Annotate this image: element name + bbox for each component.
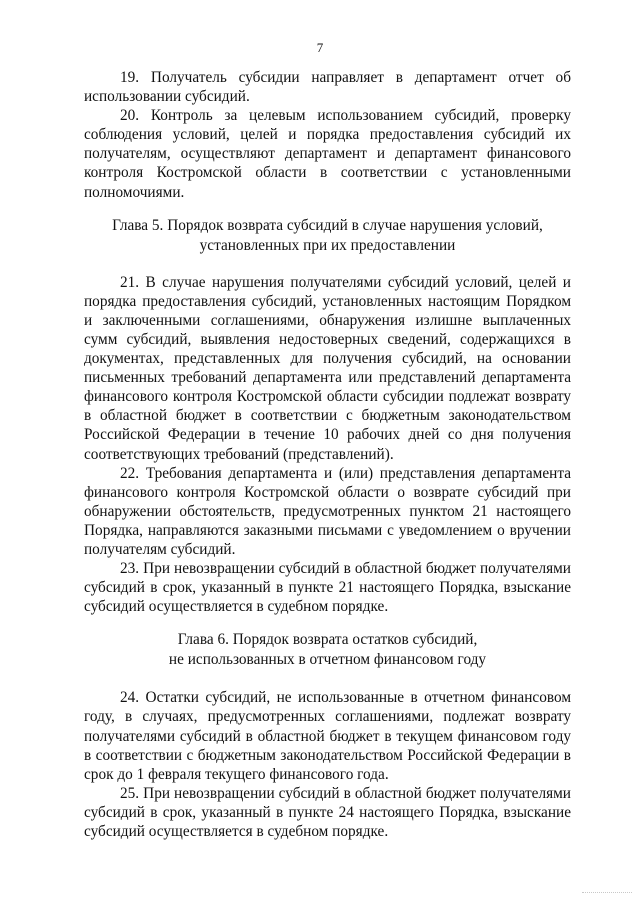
chapter-6-heading [84, 630, 571, 670]
paragraph-20: 20. Контроль за целевым использованием субсидий, проверку соблюдения условий, целей и порядка предоставления субсидий их получателям, осуществляют департамент и департамент финансового контроля Костромской области в соответствии с установленными полномочиями. [84, 107, 571, 201]
chapter-6-title-line-2: не использованных в отчетном финансовом году [168, 651, 487, 669]
scan-edge-mark [582, 892, 632, 899]
chapter-5-title-line-2: установленных при их предоставлении [199, 236, 456, 254]
paragraph-21: 21. В случае нарушения получателями субсидий условий, целей и порядка предоставления субсидий, установленных настоящим Порядком и заключенными соглашениями, обнаружения излишне выплаченных сумм субсидий, выявления недостоверных сведений, содержащихся в документах, представленных для получения субсидий, на основании письменных требований департамента или представлений департамента финансового контроля Костромской области субсидии подлежат возврату в областной бюджет в соответствии с бюджетным законодательством Российской Федерации в течение 10 рабочих дней со дня получения соответствующих требований (представлений). [84, 273, 571, 463]
chapter-5-title-line-1: Глава 5. Порядок возврата субсидий в случае нарушения условий, [112, 216, 543, 234]
page-number: 7 [316, 40, 324, 55]
paragraph-25: 25. При невозвращении субсидий в областной бюджет получателями субсидий в срок, указанный в пункте 24 настоящего Порядка, взыскание субсидий осуществляется в судебном порядке. [84, 784, 571, 840]
paragraph-19: 19. Получатель субсидии направляет в департамент отчет об использовании субсидий. [84, 69, 571, 106]
chapter-6-title-line-1: Глава 6. Порядок возврата остатков субсидий, [177, 631, 478, 649]
document-body [84, 68, 571, 841]
chapter-5-heading [84, 216, 571, 256]
paragraph-24: 24. Остатки субсидий, не использованные в отчетном финансовом году, в случаях, предусмотренных соглашениями, подлежат возврату получателями субсидий в областной бюджет в текущем финансовом году в соответствии с бюджетным законодательством Российской Федерации в срок до 1 февраля текущего финансового года. [84, 689, 571, 783]
paragraph-23: 23. При невозвращении субсидий в областной бюджет получателями субсидий в срок, указанный в пункте 21 настоящего Порядка, взыскание субсидий осуществляется в судебном порядке. [84, 560, 571, 616]
paragraph-22: 22. Требования департамента и (или) представления департамента финансового контроля Костромской области о возврате субсидий при обнаружении обстоятельств, предусмотренных пунктом 21 настоящего Порядка, направляются заказными письмами с уведомлением о вручении получателям субсидий. [84, 464, 571, 558]
